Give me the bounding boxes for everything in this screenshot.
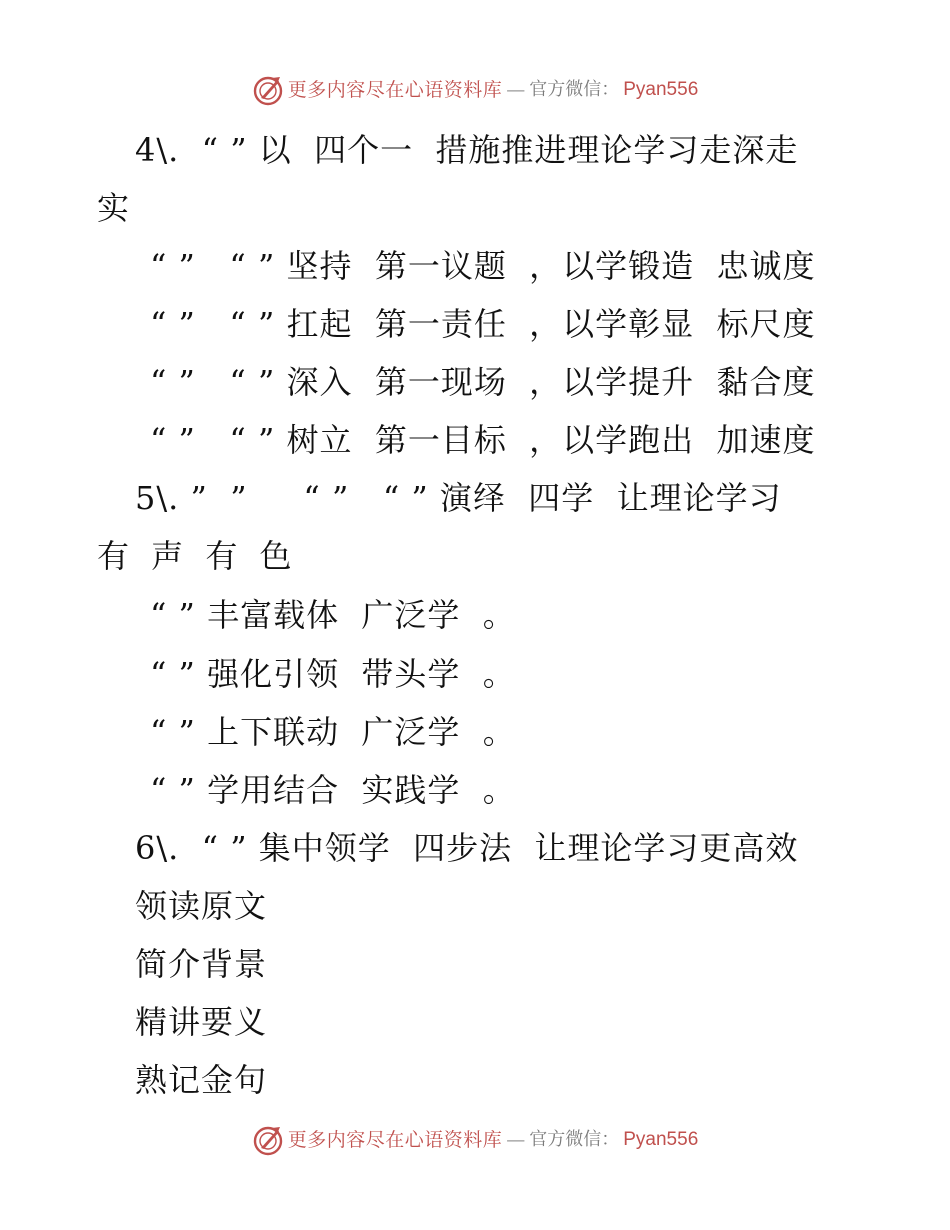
heading-item-4-cont: 实 — [97, 189, 131, 227]
watermark-wechat-id: Pyan556 — [623, 79, 699, 100]
watermark-text: 更多内容尽在心语资料库 — [287, 1129, 503, 1151]
list-item: “ ” 学用结合 实践学 。 — [150, 771, 516, 809]
list-item: “ ” “ ” 扛起 第一责任 ，以学彰显 标尺度 — [150, 305, 816, 343]
list-item: “ ” “ ” 坚持 第一议题 ，以学锻造 忠诚度 — [150, 247, 816, 285]
heading-item-6: 6\. “ ” 集中领学 四步法 让理论学习更高效 — [135, 829, 799, 867]
watermark-dash: — — [506, 79, 526, 101]
list-item: “ ” 丰富载体 广泛学 。 — [150, 596, 516, 634]
watermark-dash: — — [506, 1129, 526, 1151]
footer-watermark — [0, 1122, 950, 1158]
list-item: “ ” 上下联动 广泛学 。 — [150, 713, 516, 751]
heading-item-5: 5\. ” ” “ ” “ ” 演绎 四学 让理论学习 — [135, 479, 782, 517]
list-item: 熟记金句 — [135, 1061, 268, 1099]
watermark-wechat-label: 官方微信： — [529, 1129, 620, 1150]
list-item: 精讲要义 — [135, 1003, 268, 1041]
watermark-text: 更多内容尽在心语资料库 — [287, 79, 503, 101]
watermark-wechat-label: 官方微信： — [529, 79, 620, 100]
list-item: “ ” 强化引领 带头学 。 — [150, 655, 516, 693]
list-item: “ ” “ ” 深入 第一现场 ，以学提升 黏合度 — [150, 363, 816, 401]
heading-item-5-cont: 有 声 有 色 — [97, 537, 298, 575]
quill-logo-icon — [252, 1124, 284, 1156]
list-item: “ ” “ ” 树立 第一目标 ，以学跑出 加速度 — [150, 421, 816, 459]
list-item: 简介背景 — [135, 945, 268, 983]
heading-item-4: 4\. “ ” 以 四个一 措施推进理论学习走深走 — [135, 131, 799, 169]
list-item: 领读原文 — [135, 887, 268, 925]
watermark-wechat-id: Pyan556 — [623, 1129, 699, 1150]
